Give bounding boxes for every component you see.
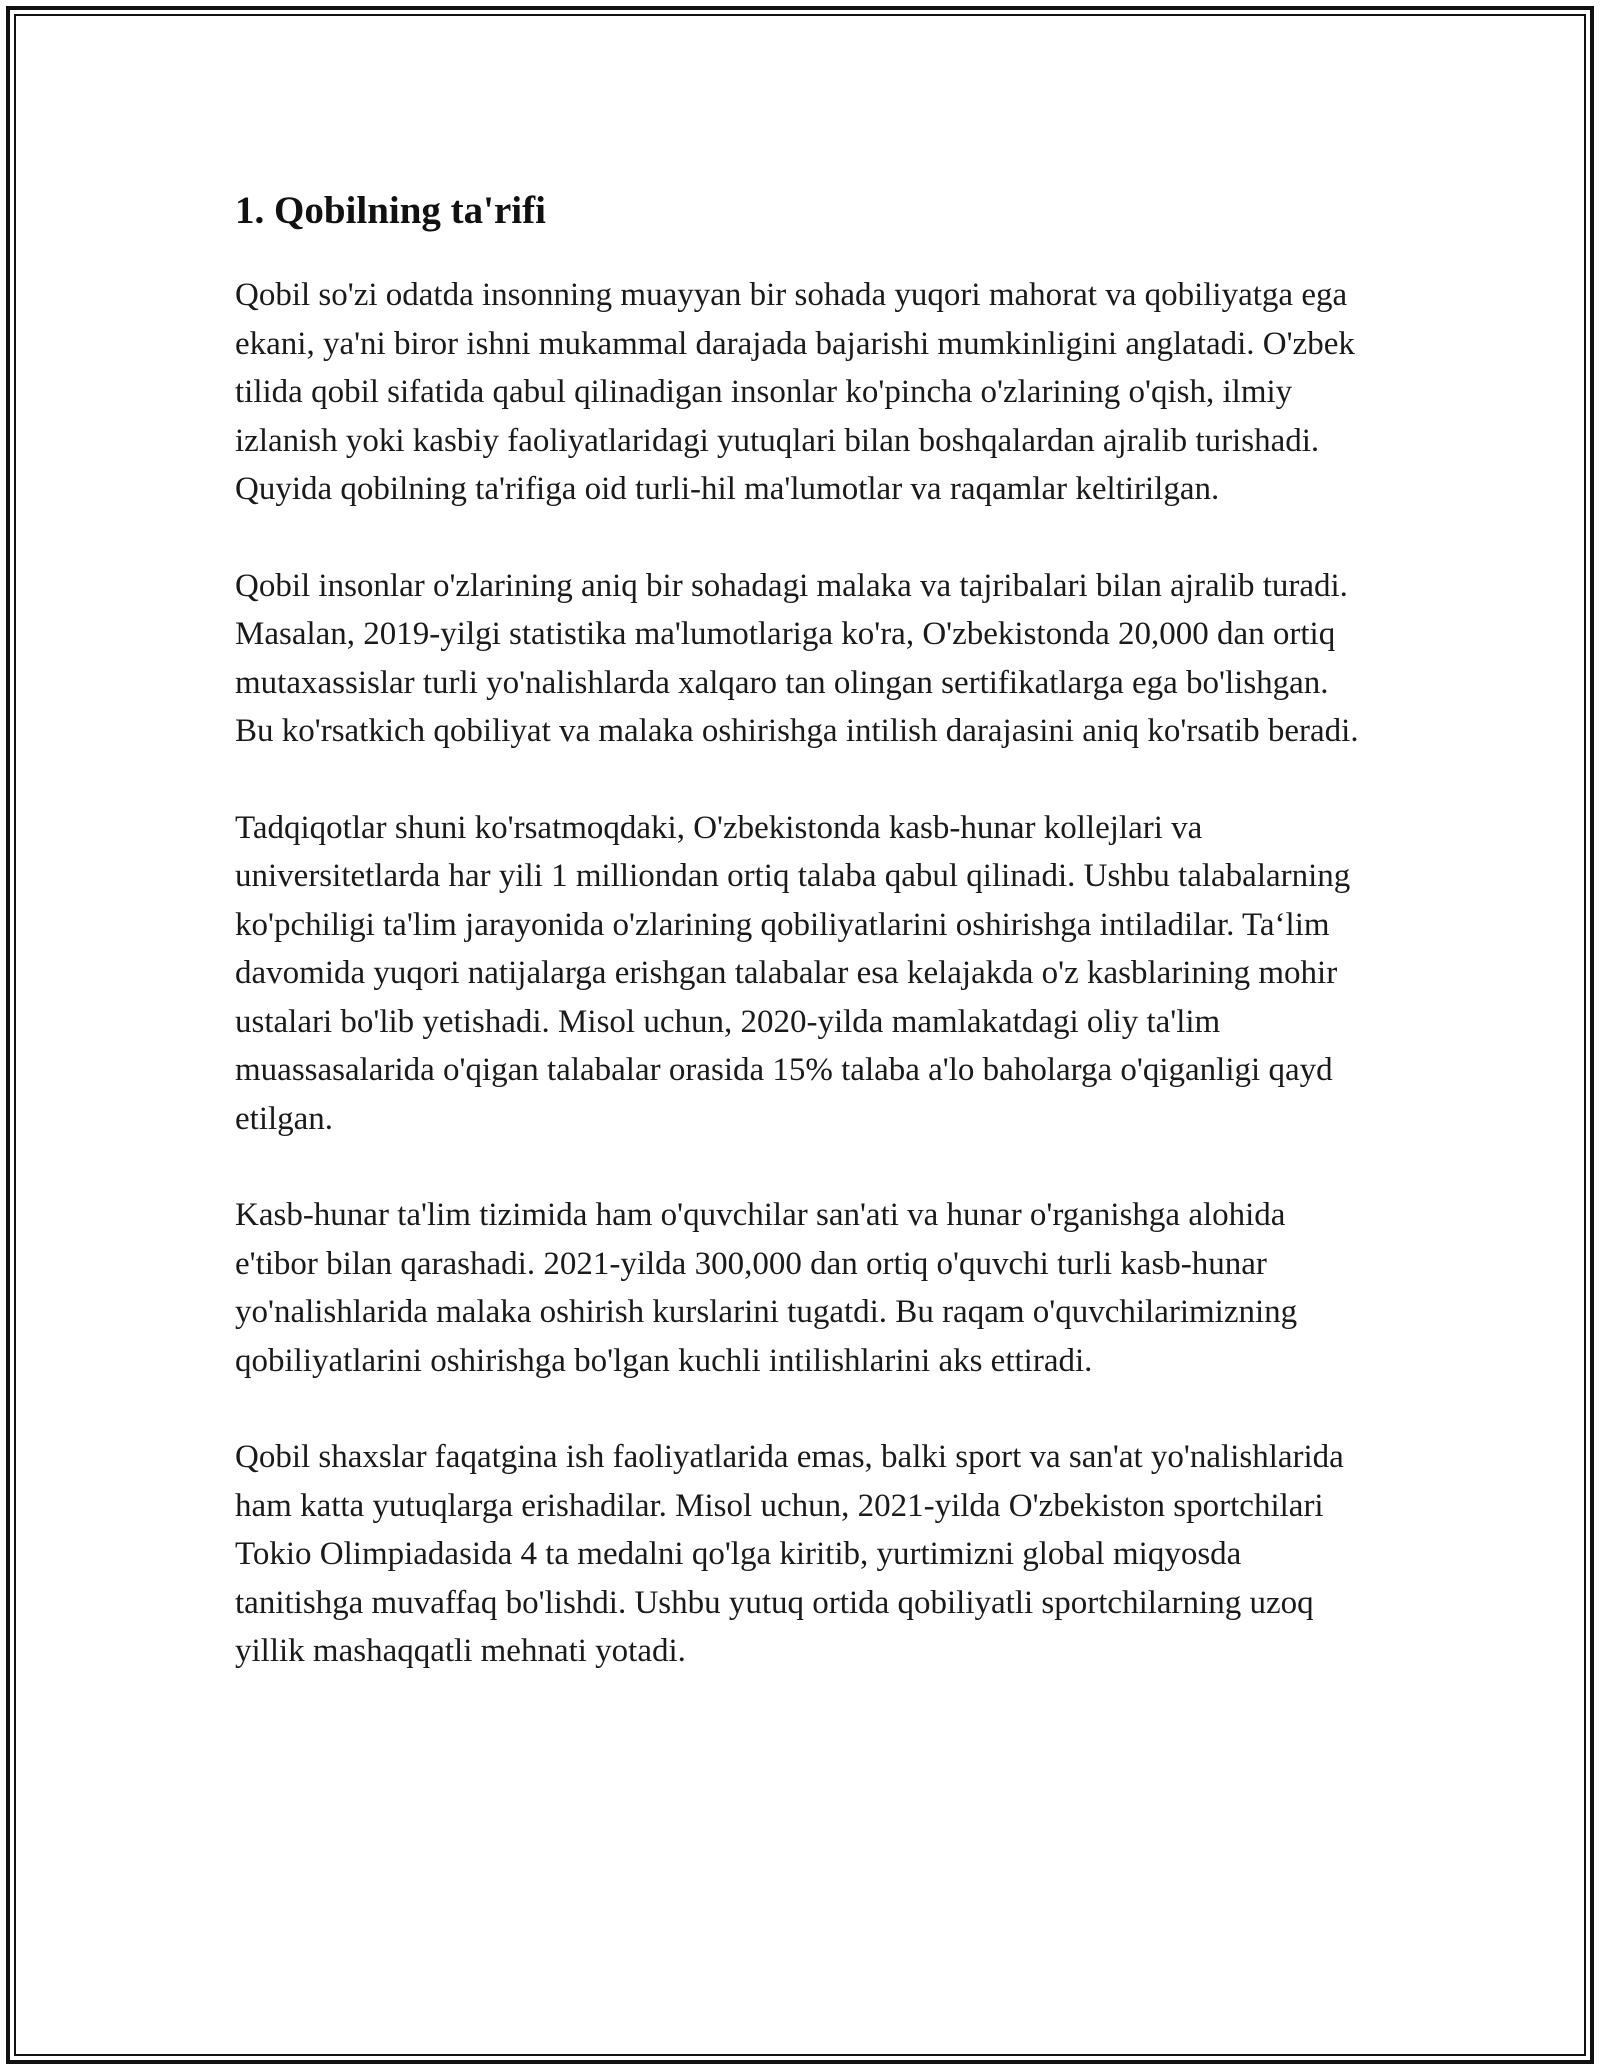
section-title: 1. Qobilning ta'rifi — [235, 189, 546, 232]
paragraph-1: Qobil so'zi odatda insonning muayyan bir sohada yuqori mahorat va qobiliyatga ega ekani, ya'ni biror ishni mukammal darajada bajarishi mumkinligini anglatadi. O'zbek tilida qobil sifatida qabul qilinadigan insonlar ko'pincha o'zlarining o'qish, ilmiy izlanish yoki kasbiy faoliyatlaridagi yutuqlari bilan boshqalardan ajralib turishadi. Quyida qobilning ta'rifiga oid turli-hil ma'lumotlar va raqamlar keltirilgan. — [235, 277, 1355, 507]
paragraph-5: Qobil shaxslar faqatgina ish faoliyatlarida emas, balki sport va san'at yo'nalishlarida ham katta yutuqlarga erishadilar. Misol uchun, 2021-yilda O'zbekiston sportchilari Tokio Olimpiadasida 4 ta medalni qo'lga kiritib, yurtimizni global miqyosda tanitishga muvaffaq bo'lishdi. Ushbu yutuq ortida qobiliyatli sportchilarning uzoq yillik mashaqqatli mehnati yotadi. — [235, 1439, 1344, 1669]
paragraph-4: Kasb-hunar ta'lim tizimida ham o'quvchilar san'ati va hunar o'rganishga alohida e'tibor bilan qarashadi. 2021-yilda 300,000 dan ortiq o'quvchi turli kasb-hunar yo'nalishlarida malaka oshirish kurslarini tugatdi. Bu raqam o'quvchilarimizning qobiliyatlarini oshirishga bo'lgan kuchli intilishlarini aks ettiradi. — [235, 1197, 1298, 1379]
paragraph-3: Tadqiqotlar shuni ko'rsatmoqdaki, O'zbekistonda kasb-hunar kollejlari va universitetlarda har yili 1 milliondan ortiq talaba qabul qilinadi. Ushbu talabalarning ko'pchiligi ta'lim jarayonida o'zlarining qobiliyatlarini oshirishga intiladilar. Ta‘lim davomida yuqori natijalarga erishgan talabalar esa kelajakda o'z kasblarining mohir ustalari bo'lib yetishadi. Misol uchun, 2020-yilda mamlakatdagi oliy ta'lim muassasalarida o'qigan talabalar orasida 15% talaba a'lo baholarga o'qiganligi qayd etilgan. — [235, 809, 1351, 1137]
paragraph-2: Qobil insonlar o'zlarining aniq bir sohadagi malaka va tajribalari bilan ajralib turadi. Masalan, 2019-yilgi statistika ma'lumotlariga ko'ra, O'zbekistonda 20,000 dan ortiq mutaxassislar turli yo'nalishlarda xalqaro tan olingan sertifikatlarga ega bo'lishgan. Bu ko'rsatkich qobiliyat va malaka oshirishga intilish darajasini aniq ko'rsatib beradi. — [235, 567, 1359, 749]
document-body — [235, 185, 1370, 1724]
